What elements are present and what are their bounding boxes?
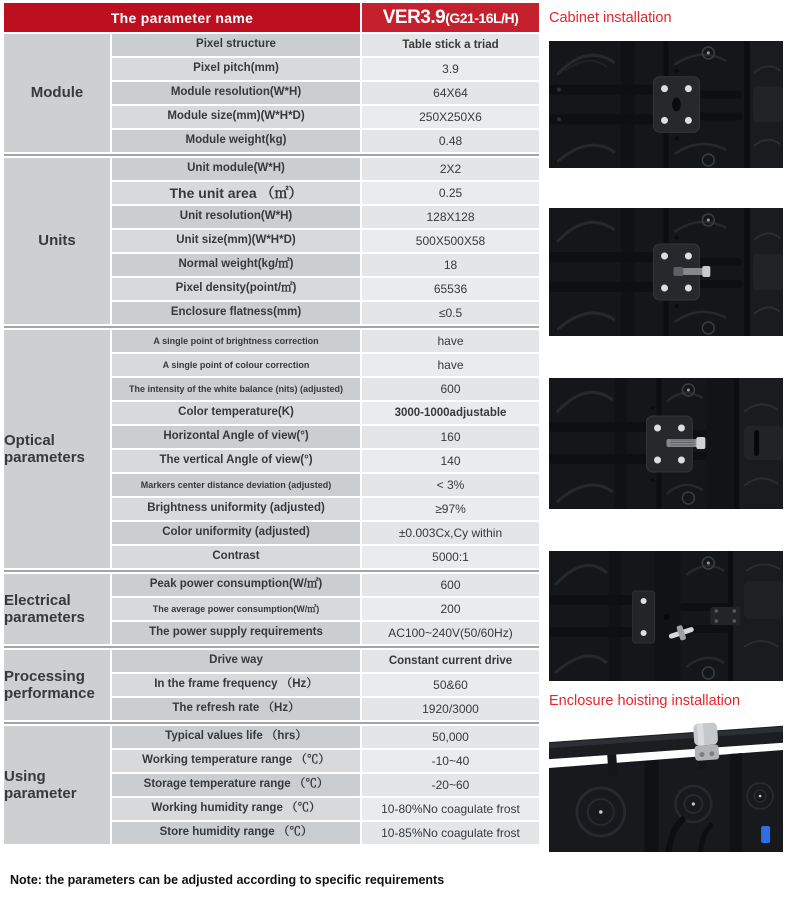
category-cell <box>4 574 110 644</box>
version-header <box>362 3 539 32</box>
spec-row-name <box>112 726 360 748</box>
footnote: Note: the parameters can be adjusted according to specific requirements <box>10 873 445 887</box>
param-name-cell: Storage temperature range （℃） <box>112 774 360 796</box>
cabinet-photo-4 <box>549 551 783 681</box>
param-name-cell: Enclosure flatness(mm) <box>112 302 360 324</box>
spec-row-name <box>112 474 360 496</box>
param-name-cell: Module size(mm)(W*H*D) <box>112 106 360 128</box>
category-label: Using parameter <box>4 767 77 802</box>
spec-row-value <box>362 254 539 276</box>
param-value-cell: 600 <box>362 574 539 596</box>
spec-row-value <box>362 354 539 376</box>
category-label: Module <box>30 84 84 102</box>
cabinet-installation-label: Cabinet installation <box>549 10 672 26</box>
param-value-cell: AC100~240V(50/60Hz) <box>362 622 539 644</box>
spec-row-name <box>112 674 360 696</box>
param-name-cell: Horizontal Angle of view(°) <box>112 426 360 448</box>
param-value-cell: -20~60 <box>362 774 539 796</box>
installation-photos-panel <box>549 10 783 852</box>
param-value-cell: 65536 <box>362 278 539 300</box>
table-section <box>4 330 539 568</box>
param-name-cell: Typical values life （hrs） <box>112 726 360 748</box>
spec-row-value <box>362 302 539 324</box>
spec-row-name <box>112 622 360 644</box>
spec-row-value <box>362 622 539 644</box>
spec-row-value <box>362 426 539 448</box>
param-name-cell: Pixel pitch(mm) <box>112 58 360 80</box>
spec-row-value <box>362 774 539 796</box>
section-divider <box>4 326 539 328</box>
category-label: Electrical parameters <box>4 591 85 626</box>
param-name-cell: Module weight(kg) <box>112 130 360 152</box>
param-value-cell: 64X64 <box>362 82 539 104</box>
param-value-cell: 0.48 <box>362 130 539 152</box>
spec-row-value <box>362 474 539 496</box>
param-name-cell: Color uniformity (adjusted) <box>112 522 360 544</box>
table-section <box>4 34 539 152</box>
param-name-cell: The refresh rate （Hz） <box>112 698 360 720</box>
category-label: Optical parameters <box>4 431 85 466</box>
param-value-cell: 1920/3000 <box>362 698 539 720</box>
spec-row-name <box>112 230 360 252</box>
spec-row-name <box>112 498 360 520</box>
param-name-cell: Drive way <box>112 650 360 672</box>
param-name-cell: The power supply requirements <box>112 622 360 644</box>
hoisting-installation-label: Enclosure hoisting installation <box>549 693 741 709</box>
cabinet-photo-1 <box>549 41 783 168</box>
table-section <box>4 158 539 324</box>
param-value-cell: 10-85%No coagulate frost <box>362 822 539 844</box>
spec-row-name <box>112 182 360 204</box>
table-section <box>4 574 539 644</box>
spec-row-value <box>362 674 539 696</box>
param-name-cell: Working humidity range （℃） <box>112 798 360 820</box>
spec-row-name <box>112 402 360 424</box>
param-name-cell: The intensity of the white balance (nits) (adjusted) <box>112 378 360 400</box>
category-cell <box>4 650 110 720</box>
spec-row-value <box>362 498 539 520</box>
spec-row-value <box>362 82 539 104</box>
param-value-cell: 128X128 <box>362 206 539 228</box>
spec-row-value <box>362 750 539 772</box>
section-divider <box>4 646 539 648</box>
param-value-cell: Constant current drive <box>362 650 539 672</box>
cabinet-photo-2 <box>549 208 783 336</box>
spec-row-value <box>362 574 539 596</box>
spec-row-name <box>112 750 360 772</box>
spec-row-value <box>362 158 539 180</box>
param-value-cell: 3.9 <box>362 58 539 80</box>
table-header <box>4 3 539 32</box>
spec-row-name <box>112 106 360 128</box>
spec-row-name <box>112 450 360 472</box>
spec-row-name <box>112 354 360 376</box>
spec-row-value <box>362 522 539 544</box>
param-name-cell: Pixel density(point/㎡) <box>112 278 360 300</box>
spec-row-name <box>112 278 360 300</box>
table-body <box>4 34 539 844</box>
spec-row-name <box>112 574 360 596</box>
spec-row-name <box>112 34 360 56</box>
spec-row-name <box>112 774 360 796</box>
spec-row-value <box>362 450 539 472</box>
param-name-cell: Peak power consumption(W/㎡) <box>112 574 360 596</box>
parameter-name-header: The parameter name <box>4 3 360 32</box>
param-value-cell: 500X500X58 <box>362 230 539 252</box>
param-value-cell: 18 <box>362 254 539 276</box>
param-value-cell: 5000:1 <box>362 546 539 568</box>
spec-row-value <box>362 726 539 748</box>
spec-row-name <box>112 58 360 80</box>
spec-row-value <box>362 34 539 56</box>
param-name-cell: A single point of brightness correction <box>112 330 360 352</box>
spec-row-value <box>362 402 539 424</box>
param-value-cell: 600 <box>362 378 539 400</box>
spec-row-value <box>362 330 539 352</box>
spec-row-value <box>362 230 539 252</box>
param-value-cell: 50,000 <box>362 726 539 748</box>
param-value-cell: 10-80%No coagulate frost <box>362 798 539 820</box>
spec-row-value <box>362 798 539 820</box>
param-name-cell: Working temperature range （℃） <box>112 750 360 772</box>
param-value-cell: < 3% <box>362 474 539 496</box>
table-section <box>4 650 539 720</box>
param-name-cell: Unit module(W*H) <box>112 158 360 180</box>
section-divider <box>4 154 539 156</box>
category-cell <box>4 330 110 568</box>
spec-row-value <box>362 650 539 672</box>
spec-row-name <box>112 546 360 568</box>
spec-row-name <box>112 158 360 180</box>
param-name-cell: In the frame frequency （Hz） <box>112 674 360 696</box>
spec-row-name <box>112 378 360 400</box>
param-name-cell: Color temperature(K) <box>112 402 360 424</box>
spec-row-name <box>112 330 360 352</box>
category-label: Processing performance <box>4 667 95 702</box>
param-value-cell: 160 <box>362 426 539 448</box>
param-name-cell: Pixel structure <box>112 34 360 56</box>
hoisting-photo <box>549 720 783 852</box>
spec-row-name <box>112 130 360 152</box>
param-name-cell: A single point of colour correction <box>112 354 360 376</box>
section-divider <box>4 722 539 724</box>
section-divider <box>4 570 539 572</box>
param-value-cell: -10~40 <box>362 750 539 772</box>
param-name-cell: Markers center distance deviation (adjusted) <box>112 474 360 496</box>
spec-row-name <box>112 254 360 276</box>
spec-row-value <box>362 546 539 568</box>
param-value-cell: have <box>362 354 539 376</box>
param-value-cell: 140 <box>362 450 539 472</box>
spec-row-name <box>112 698 360 720</box>
param-value-cell: have <box>362 330 539 352</box>
param-value-cell: 50&60 <box>362 674 539 696</box>
param-name-cell: Brightness uniformity (adjusted) <box>112 498 360 520</box>
spec-row-value <box>362 822 539 844</box>
param-value-cell: Table stick a triad <box>362 34 539 56</box>
param-name-cell: Store humidity range （℃） <box>112 822 360 844</box>
spec-row-value <box>362 598 539 620</box>
spec-row-name <box>112 206 360 228</box>
param-name-cell: The vertical Angle of view(°) <box>112 450 360 472</box>
spec-row-name <box>112 822 360 844</box>
cabinet-photo-3 <box>549 378 783 509</box>
spec-row-value <box>362 58 539 80</box>
spec-row-value <box>362 206 539 228</box>
version-label: VER3.9 <box>382 6 446 28</box>
spec-row-value <box>362 698 539 720</box>
param-value-cell: 3000-1000adjustable <box>362 402 539 424</box>
param-value-cell: 0.25 <box>362 182 539 204</box>
category-cell <box>4 34 110 152</box>
param-value-cell: 2X2 <box>362 158 539 180</box>
spec-row-value <box>362 130 539 152</box>
spec-row-name <box>112 598 360 620</box>
spec-row-name <box>112 798 360 820</box>
category-cell <box>4 726 110 844</box>
param-name-cell: Normal weight(kg/㎡) <box>112 254 360 276</box>
param-name-cell: Module resolution(W*H) <box>112 82 360 104</box>
spec-row-name <box>112 522 360 544</box>
spec-row-value <box>362 106 539 128</box>
param-value-cell: ≥97% <box>362 498 539 520</box>
category-cell <box>4 158 110 324</box>
param-value-cell: 250X250X6 <box>362 106 539 128</box>
spec-row-name <box>112 426 360 448</box>
spec-row-name <box>112 650 360 672</box>
version-suffix-label: (G21-16L/H) <box>445 9 519 26</box>
spec-row-value <box>362 378 539 400</box>
param-value-cell: ±0.003Cx,Cy within <box>362 522 539 544</box>
category-label: Units <box>38 232 76 250</box>
table-section <box>4 726 539 844</box>
param-name-cell: Unit size(mm)(W*H*D) <box>112 230 360 252</box>
spec-row-name <box>112 302 360 324</box>
param-value-cell: 200 <box>362 598 539 620</box>
spec-row-value <box>362 278 539 300</box>
spec-row-value <box>362 182 539 204</box>
param-name-cell: Contrast <box>112 546 360 568</box>
spec-table <box>4 3 539 846</box>
param-value-cell: ≤0.5 <box>362 302 539 324</box>
param-name-cell: The unit area （㎡） <box>112 182 360 204</box>
spec-row-name <box>112 82 360 104</box>
param-name-cell: Unit resolution(W*H) <box>112 206 360 228</box>
param-name-cell: The average power consumption(W/㎡) <box>112 598 360 620</box>
